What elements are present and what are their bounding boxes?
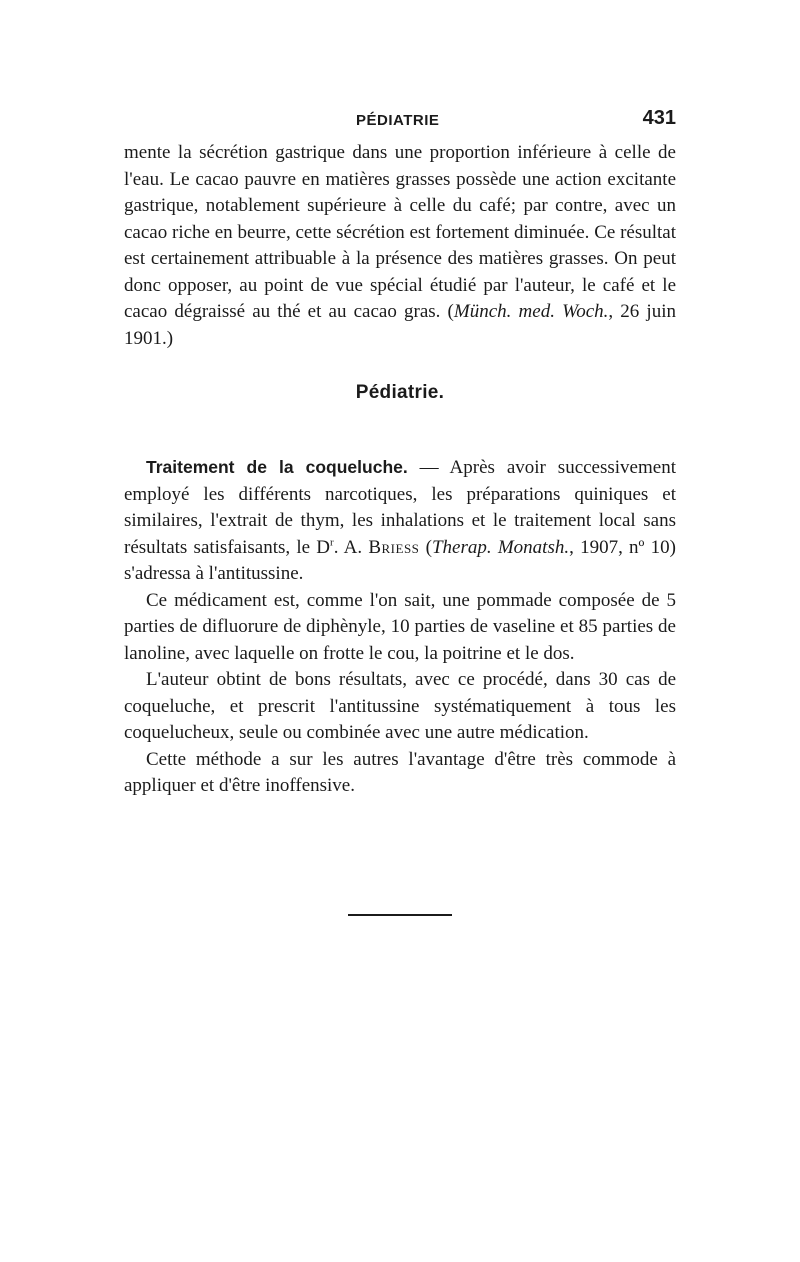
author-name: Briess <box>368 536 420 558</box>
running-header <box>124 104 676 140</box>
article-paragraph-1 <box>124 454 676 588</box>
running-title: PÉDIATRIE <box>356 112 440 129</box>
page-number: 431 <box>642 107 676 129</box>
article-paragraph-2: Ce médicament est, comme l'on sait, une pommade composée de 5 parties de difluorure de diphènyle, 10 parties de vaseline et 85 parties de lanoline, avec laquelle on frotte le cou, la poitrine et le dos. <box>124 589 676 664</box>
citation-date: , 26 juin 1901.) <box>124 301 676 349</box>
article-paragraph-1-end: , 1907, nº 10) s'adressa à l'antitussine. <box>124 536 676 584</box>
doctor-superscript: r <box>330 536 334 549</box>
citation-journal: Münch. med. Woch. <box>453 301 609 322</box>
article-paragraph-1-text: — Après avoir successivement employé les différents narcotiques, les préparations quiniques et similaires, l'extrait de thym, les inhalations et le traitement local sans résultats satisfaisants, le D <box>124 457 676 558</box>
continued-paragraph-text: mente la sécrétion gastrique dans une proportion inférieure à celle de l'eau. Le cacao pauvre en matières grasses possède une action excitante gastrique, notablement supérieure à celle du café; par contre, avec un cacao riche en beurre, cette sécrétion est fortement diminuée. Ce résultat est certainement attribuable à la présence des matières grasses. On peut donc opposer, au point de vue spécial étudié par l'auteur, le café et le cacao dégraissé au thé et au cacao gras. ( <box>124 142 676 322</box>
section-title: Pédiatrie. <box>355 382 445 403</box>
section-end-rule <box>348 914 452 916</box>
doctor-initial: . A. <box>333 536 369 558</box>
article-journal: Therap. Monatsh. <box>431 536 570 558</box>
open-paren: ( <box>419 536 432 558</box>
continued-paragraph <box>124 140 676 352</box>
article-paragraph-4: Cette méthode a sur les autres l'avantage d'être très commode à appliquer et d'être inoffensive. <box>124 748 676 796</box>
page-body <box>124 104 676 800</box>
article-paragraph-3: L'auteur obtint de bons résultats, avec ce procédé, dans 30 cas de coqueluche, et prescrit l'antitussine systématiquement à tous les coquelucheux, seule ou combinée avec une autre médication. <box>124 669 676 743</box>
article-title: Traitement de la coqueluche. <box>146 457 408 477</box>
